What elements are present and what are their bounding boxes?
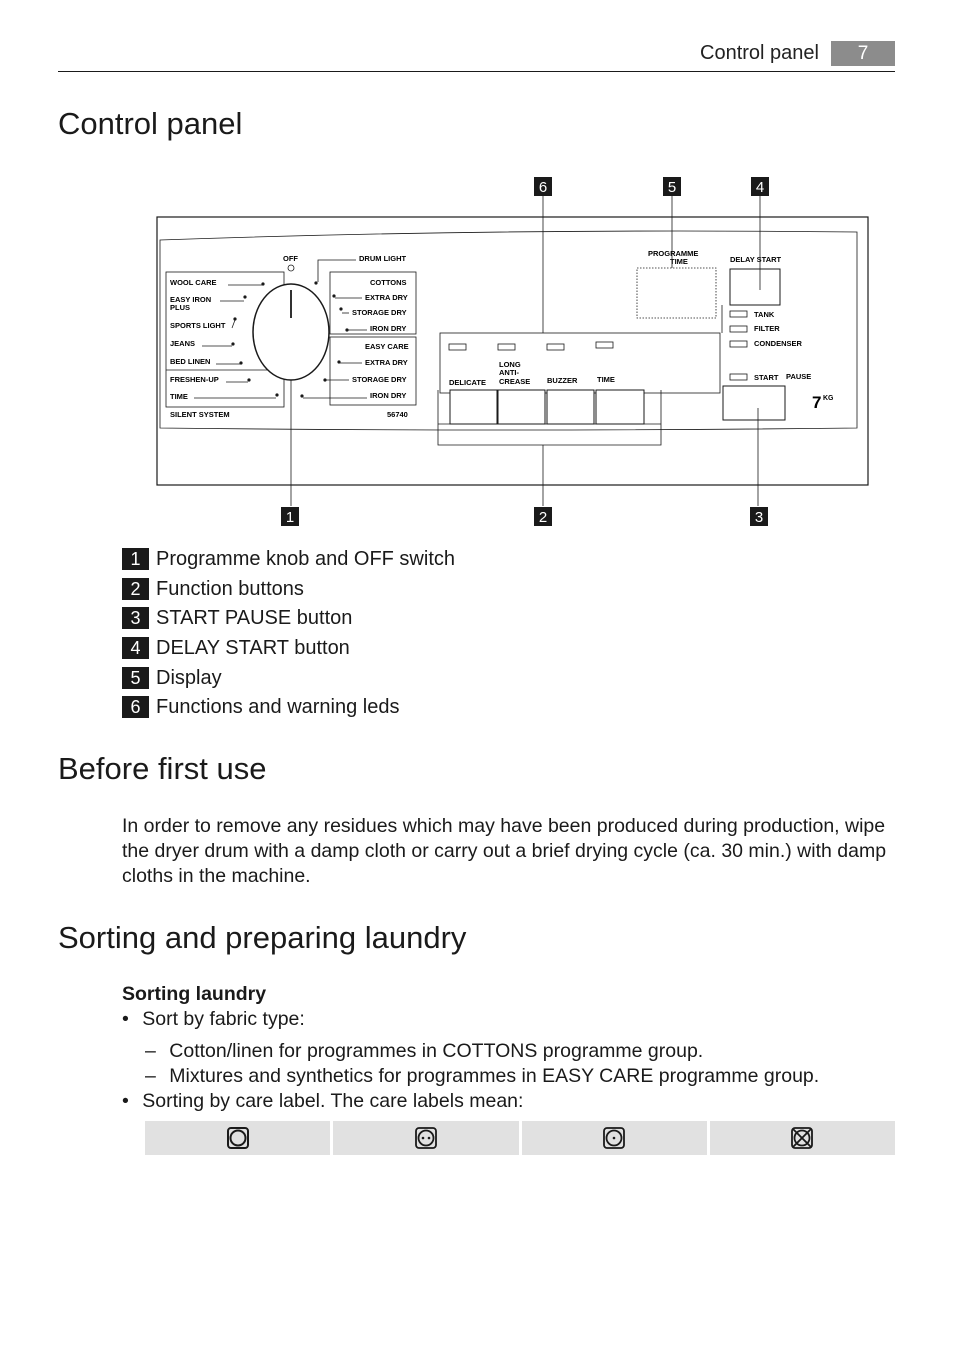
callout-4: 4 (755, 179, 765, 196)
pause-label: PAUSE (786, 372, 812, 381)
care-cell (145, 1121, 330, 1155)
tumble-dry-icon (226, 1126, 250, 1150)
cottons-extra-dry: EXTRA DRY (365, 293, 408, 302)
led-start-pause (730, 374, 747, 380)
header-rule (58, 71, 895, 72)
cottons-storage-dry: STORAGE DRY (352, 308, 407, 317)
dash-marker: – (145, 1065, 156, 1087)
dash-marker: – (145, 1040, 156, 1062)
knob-off-label: OFF (283, 254, 298, 263)
legend-item-5 (122, 666, 222, 690)
start-pause-button (723, 386, 785, 420)
legend-item-3 (122, 606, 352, 630)
running-header-title: Control panel (700, 42, 819, 64)
func-anti-label: ANTI- (499, 368, 519, 377)
legend-num: 3 (122, 607, 149, 629)
warning-tank-label: TANK (754, 310, 775, 319)
func-time-label: TIME (597, 375, 615, 384)
prog-easy-iron-plus: PLUS (170, 303, 191, 312)
warning-condenser-label: CONDENSER (754, 339, 802, 348)
model-number: 56740 (387, 410, 408, 419)
led-time (596, 342, 613, 348)
legend-text: Functions and warning leds (156, 695, 400, 718)
callout-6: 6 (538, 179, 548, 196)
bullet-fabric-type (122, 1008, 305, 1031)
dash-text: Mixtures and synthetics for programmes in EASY CARE programme group. (169, 1065, 820, 1087)
bullet-text: Sort by fabric type: (142, 1008, 305, 1030)
bullet-text: Sorting by care label. The care labels mean: (142, 1090, 524, 1112)
legend-item-2 (122, 577, 304, 601)
callout-3: 3 (754, 509, 764, 526)
cottons-iron-dry: IRON DRY (370, 324, 407, 333)
care-cell (333, 1121, 518, 1155)
legend-text: DELAY START button (156, 636, 350, 659)
func-crease-label: CREASE (499, 377, 531, 386)
func-buzzer-label: BUZZER (547, 376, 578, 385)
knob-drum-light-label: DRUM LIGHT (359, 254, 407, 263)
led-delicate (449, 344, 466, 350)
page-number: 7 (831, 41, 895, 66)
prog-silent-system: SILENT SYSTEM (170, 410, 230, 419)
sorting-laundry-subheading: Sorting laundry (122, 983, 267, 1005)
start-label: START (754, 373, 779, 382)
led-long-anti-crease (498, 344, 515, 350)
programme-time-label-1: PROGRAMME (648, 249, 699, 258)
prog-sports-light: SPORTS LIGHT (170, 321, 226, 330)
legend-num: 5 (122, 667, 149, 689)
care-label-table (145, 1121, 895, 1155)
do-not-tumble-dry-icon (790, 1126, 814, 1150)
prog-freshen-up: FRESHEN-UP (170, 375, 219, 384)
easycare-storage-dry: STORAGE DRY (352, 375, 407, 384)
func-delicate-label: DELICATE (449, 378, 486, 387)
legend-num: 1 (122, 548, 149, 570)
button-time (596, 390, 644, 424)
led-tank (730, 311, 747, 317)
care-cell (710, 1121, 895, 1155)
button-buzzer (547, 390, 594, 424)
func-long-label: LONG (499, 360, 521, 369)
prog-time: TIME (170, 392, 188, 401)
led-buzzer (547, 344, 564, 350)
control-panel-heading: Control panel (58, 106, 243, 141)
legend-num: 2 (122, 578, 149, 600)
tumble-dry-normal-heat-icon (414, 1126, 438, 1150)
button-delicate (450, 390, 497, 424)
prog-easy-iron: EASY IRON (170, 295, 212, 304)
legend-num: 4 (122, 637, 149, 659)
callout-1: 1 (285, 509, 295, 526)
programme-time-label-2: TIME (670, 257, 688, 266)
bullet-care-label (122, 1090, 523, 1113)
sorting-heading: Sorting and preparing laundry (58, 920, 467, 955)
capacity-number: 7 (812, 393, 822, 412)
warning-filter-label: FILTER (754, 324, 780, 333)
callout-5: 5 (667, 179, 677, 196)
legend-item-4 (122, 636, 350, 660)
bullet-marker: • (122, 1008, 129, 1030)
bullet-marker: • (122, 1090, 129, 1112)
dash-cottons (145, 1040, 703, 1063)
legend-text: Function buttons (156, 577, 304, 600)
prog-bed-linen: BED LINEN (170, 357, 211, 366)
before-first-use-paragraph: In order to remove any residues which may have been produced during production, wipe the dryer drum with a damp cloth or carry out a brief drying cycle (ca. 30 min.) with damp cloths in the machine. (122, 815, 887, 887)
legend-text: Programme knob and OFF switch (156, 547, 455, 570)
button-long-anti-crease (498, 390, 545, 424)
easycare-iron-dry: IRON DRY (370, 391, 407, 400)
legend-item-6 (122, 695, 399, 719)
callout-2: 2 (538, 509, 548, 526)
legend-item-1 (122, 547, 455, 571)
prog-jeans: JEANS (170, 339, 196, 348)
control-panel-diagram (0, 170, 954, 530)
prog-wool-care: WOOL CARE (170, 278, 217, 287)
before-first-use-heading: Before first use (58, 751, 267, 786)
legend-text: Display (156, 666, 222, 689)
cottons-label: COTTONS (370, 278, 407, 287)
delay-start-label: DELAY START (730, 255, 782, 264)
tumble-dry-low-heat-icon (602, 1126, 626, 1150)
led-filter (730, 326, 747, 332)
easycare-label: EASY CARE (365, 342, 409, 351)
legend-text: START PAUSE button (156, 606, 353, 629)
delay-start-button (730, 269, 780, 305)
care-cell (522, 1121, 707, 1155)
legend-num: 6 (122, 696, 149, 718)
easycare-extra-dry: EXTRA DRY (365, 358, 408, 367)
capacity-unit: KG (823, 395, 834, 402)
dash-easycare (145, 1065, 819, 1088)
led-condenser (730, 341, 747, 347)
dash-text: Cotton/linen for programmes in COTTONS programme group. (169, 1040, 704, 1062)
